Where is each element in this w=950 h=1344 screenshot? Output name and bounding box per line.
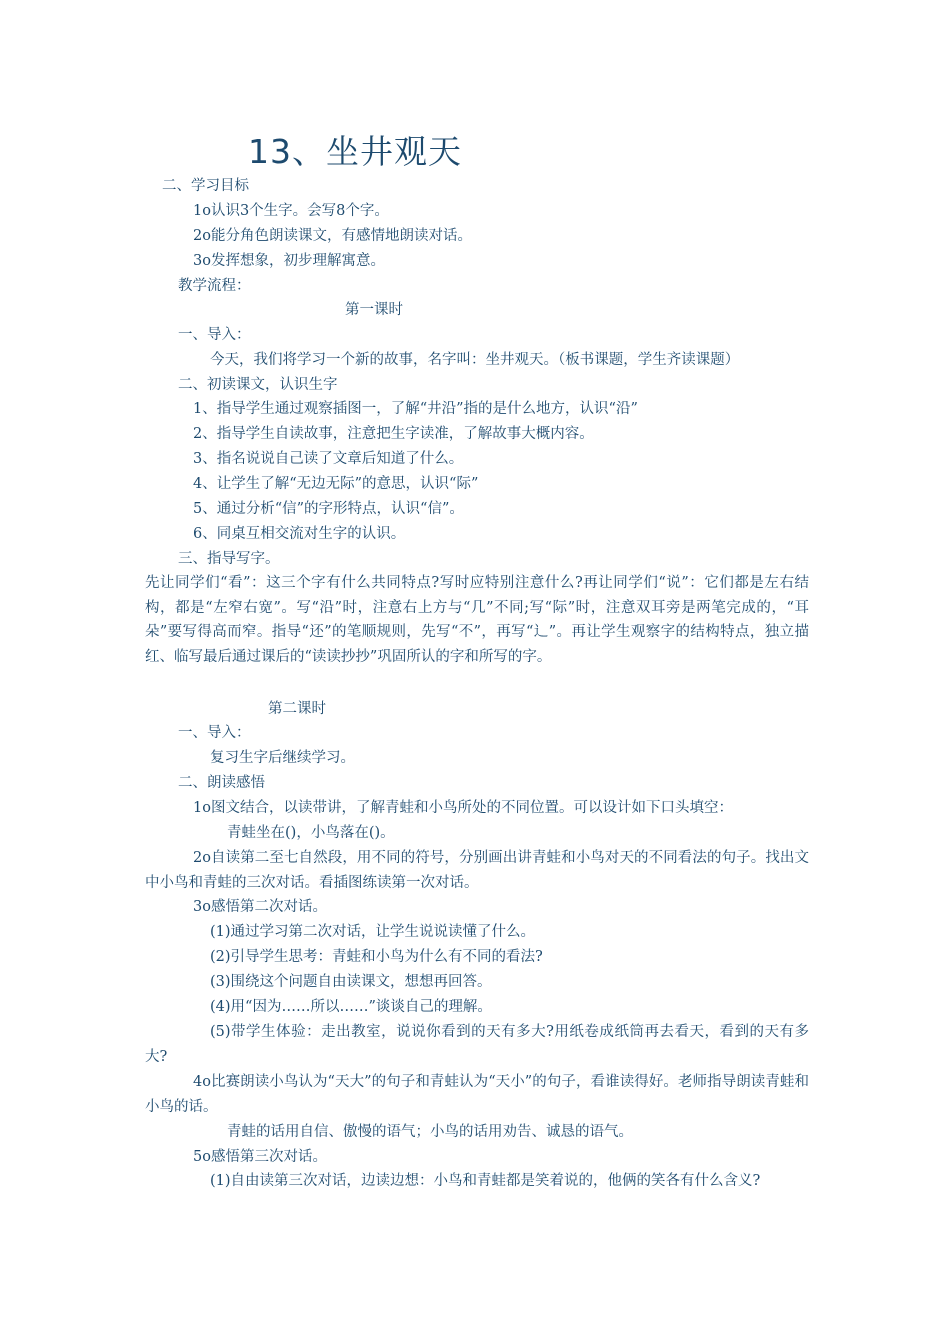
section-intro-2: 一、导入： — [178, 725, 251, 741]
tone-guidance: 青蛙的话用自信、傲慢的语气；小鸟的话用劝告、诚恳的语气。 — [227, 1124, 633, 1140]
writing-paragraph: 先让同学们“看”：这三个字有什么共同特点?写时应特别注意什么?再让同学们“说”：它们都是左右结构，都是“左窄右宽”。写“沿”时，注意右上方与“几”不同;写“际”时，注意双耳旁是两笔完成的，“耳朵”要写得高而窄。指导“还”的笔顺规则，先写“不”，再写“辶”。再让学生观察字的结构特点，独立描红、临写最后通过课后的“读读抄抄”巩固所认的字和所写的字。 — [145, 575, 809, 665]
second-lesson-heading: 第二课时 — [268, 701, 326, 717]
lesson-title: 13、坐井观天 — [248, 132, 462, 171]
section-intro-1: 一、导入： — [178, 327, 251, 343]
sub-step-4: (4)用“因为……所以……”谈谈自己的理解。 — [210, 999, 492, 1015]
section-writing: 三、指导写字。 — [178, 551, 280, 567]
intro-text-1: 今天，我们将学习一个新的故事，名字叫：坐井观天。（板书课题，学生齐读课题） — [210, 352, 740, 368]
sub-step-3: (3)围绕这个问题自由读课文，想想再回答。 — [210, 974, 492, 990]
feeling-step-2: 2o自读第二至七自然段，用不同的符号，分别画出讲青蛙和小鸟对天的不同看法的句子。找出文中小鸟和青蛙的三次对话。看插图练读第一次对话。 — [145, 850, 809, 891]
section-first-reading: 二、初读课文，认识生字 — [178, 377, 338, 393]
objective-1: 1o认识3个生字。会写8个字。 — [193, 203, 389, 219]
reading-step-3: 3、指名说说自己读了文章后知道了什么。 — [193, 451, 464, 467]
objective-3: 3o发挥想象，初步理解寓意。 — [193, 253, 385, 269]
section-objectives: 二、学习目标 — [162, 178, 249, 194]
feeling-step-4: 4o比赛朗读小鸟认为“天大”的句子和青蛙认为“天小”的句子，看谁读得好。老师指导朗读青蛙和小鸟的话。 — [145, 1074, 809, 1115]
reading-step-4: 4、让学生了解“无边无际”的意思，认识“际” — [193, 476, 479, 492]
reading-step-2: 2、指导学生自读故事，注意把生字读准，了解故事大概内容。 — [193, 426, 594, 442]
teaching-process-heading: 教学流程： — [178, 278, 251, 294]
reading-step-5: 5、通过分析“信”的字形特点，认识“信”。 — [193, 501, 464, 517]
sub-step-5: (5)带学生体验：走出教室，说说你看到的天有多大?用纸卷成纸筒再去看天，看到的天有多大? — [145, 1024, 809, 1065]
sub-step-2: (2)引导学生思考：青蛙和小鸟为什么有不同的看法? — [210, 949, 543, 965]
feeling-step-1: 1o图文结合，以读带讲，了解青蛙和小鸟所处的不同位置。可以设计如下口头填空： — [193, 800, 733, 816]
objective-2: 2o能分角色朗读课文，有感情地朗读对话。 — [193, 228, 472, 244]
feeling-step-3: 3o感悟第二次对话。 — [193, 899, 327, 915]
reading-step-6: 6、同桌互相交流对生字的认识。 — [193, 526, 406, 542]
first-lesson-heading: 第一课时 — [345, 302, 403, 318]
reading-step-1: 1、指导学生通过观察插图一，了解“井沿”指的是什么地方，认识“沿” — [193, 401, 638, 417]
fill-in-blank: 青蛙坐在()，小鸟落在()。 — [227, 825, 395, 841]
intro-text-2: 复习生字后继续学习。 — [210, 750, 355, 766]
sub-step-third-dialogue: (1)自由读第三次对话，边读边想：小鸟和青蛙都是笑着说的，他俩的笑各有什么含义? — [210, 1173, 761, 1189]
sub-step-1: (1)通过学习第二次对话，让学生说说读懂了什么。 — [210, 924, 536, 940]
section-reading-feeling: 二、朗读感悟 — [178, 775, 265, 791]
feeling-step-5: 5o感悟第三次对话。 — [193, 1149, 327, 1165]
